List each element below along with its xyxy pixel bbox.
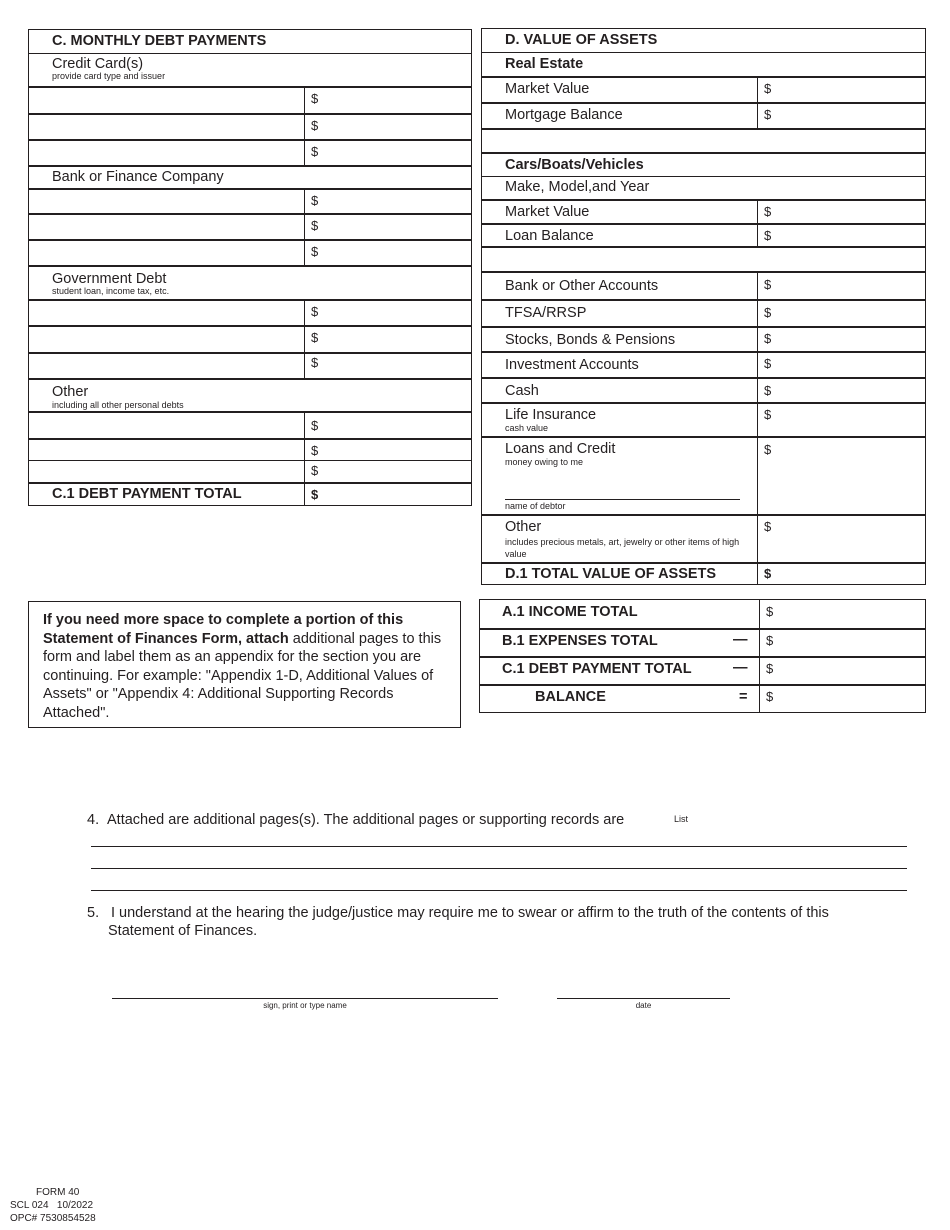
mortgage-balance-row[interactable]: Mortgage Balance $: [482, 102, 925, 128]
bank-accounts-label: Bank or Other Accounts: [505, 278, 659, 294]
expenses-total-row[interactable]: B.1 EXPENSES TOTAL — $: [480, 628, 925, 656]
expenses-minus-sign: —: [733, 632, 748, 648]
total-assets-row[interactable]: D.1 TOTAL VALUE OF ASSETS $: [482, 562, 925, 584]
government-debt-hint: student loan, income tax, etc.: [52, 286, 170, 296]
vehicles-label: Cars/Boats/Vehicles: [505, 157, 644, 173]
footer-form-number: FORM 40: [36, 1187, 80, 1198]
life-insurance-row[interactable]: Life Insurance cash value $: [482, 402, 925, 436]
government-debt-row-2[interactable]: $: [29, 325, 471, 352]
more-space-note-bold: If you need more space to complete a portion of this Statement of Finances Form, attach: [43, 612, 404, 647]
summary-box: [479, 599, 926, 713]
credit-card-row-3[interactable]: $: [29, 139, 471, 165]
item-4-text: Attached are additional pages(s). The additional pages or supporting records are: [107, 812, 625, 828]
debt-total-row[interactable]: C.1 DEBT PAYMENT TOTAL — $: [480, 656, 925, 684]
government-debt-header: [29, 265, 471, 299]
tfsa-rrsp-label: TFSA/RRSP: [505, 305, 587, 321]
other-assets-hint-1: includes precious metals, art, jewelry or other items of high: [505, 537, 740, 547]
investment-accounts-label: Investment Accounts: [505, 357, 639, 373]
income-total-label: A.1 INCOME TOTAL: [502, 604, 638, 620]
bank-finance-row-3[interactable]: $: [29, 239, 471, 265]
tfsa-rrsp-row[interactable]: TFSA/RRSP $: [482, 299, 925, 326]
bank-accounts-row[interactable]: Bank or Other Accounts $: [482, 271, 925, 299]
make-model-label: Make, Model,and Year: [505, 179, 650, 195]
life-insurance-hint: cash value: [505, 423, 549, 433]
government-debt-label: Government Debt: [52, 271, 167, 287]
debt-payment-total-label: C.1 DEBT PAYMENT TOTAL: [52, 486, 242, 502]
income-total-row[interactable]: A.1 INCOME TOTAL $: [480, 600, 925, 628]
item-4-number: 4.: [87, 812, 100, 828]
section-d-title: D. VALUE OF ASSETS: [505, 32, 658, 48]
other-debt-row-2[interactable]: $: [29, 438, 471, 460]
date-hint: date: [635, 1001, 652, 1010]
item-5-text-line-1: I understand at the hearing the judge/justice may require me to swear or affirm to the truth of the contents of this: [111, 905, 829, 921]
life-insurance-label: Life Insurance: [505, 407, 597, 423]
balance-equals-sign: =: [739, 689, 748, 705]
bank-finance-header: [29, 165, 471, 188]
other-debt-header: [29, 378, 471, 411]
more-space-note: [28, 601, 461, 728]
loans-credit-row[interactable]: Loans and Credit money owing to me name of debtor $: [482, 436, 925, 514]
bank-finance-row-2[interactable]: $: [29, 213, 471, 239]
government-debt-row-3[interactable]: $: [29, 352, 471, 378]
footer-opc: OPC# 7530854528: [10, 1213, 96, 1224]
item-4-line-1[interactable]: [91, 846, 907, 847]
other-debt-row-1[interactable]: $: [29, 411, 471, 438]
date-line[interactable]: [557, 998, 730, 999]
item-4-line-3[interactable]: [91, 890, 907, 891]
bank-finance-row-1[interactable]: $: [29, 188, 471, 213]
debt-payment-total-row[interactable]: C.1 DEBT PAYMENT TOTAL $: [29, 482, 471, 505]
market-value-label: Market Value: [505, 81, 590, 97]
debtor-name-hint: name of debtor: [505, 501, 566, 511]
credit-card-row-2[interactable]: $: [29, 113, 471, 139]
more-space-note-text: [43, 611, 446, 722]
mortgage-balance-label: Mortgage Balance: [505, 107, 623, 123]
market-value-row[interactable]: Market Value $: [482, 76, 925, 102]
other-debt-hint: including all other personal debts: [52, 400, 184, 410]
credit-card-row-1[interactable]: $: [29, 86, 471, 113]
debt-minus-sign: —: [733, 660, 748, 676]
vehicles-spacer: [482, 246, 925, 271]
balance-row[interactable]: BALANCE = $: [480, 684, 925, 712]
total-assets-label: D.1 TOTAL VALUE OF ASSETS: [505, 566, 717, 582]
more-space-note-normal: additional pages to this form and label them as an appendix for the section you are continuing. For example: "Appendix 1-D, Additional Values of Assets" or "Appendix 4: Additional Supporting Records Attached".: [43, 630, 442, 721]
other-assets-hint-2: value: [505, 549, 527, 559]
item-4-list-hint: List: [674, 814, 689, 824]
loans-credit-label: Loans and Credit: [505, 441, 616, 457]
real-estate-header: [482, 52, 925, 76]
loan-balance-label: Loan Balance: [505, 228, 594, 244]
item-4-line-2[interactable]: [91, 868, 907, 869]
section-c-title: C. MONTHLY DEBT PAYMENTS: [52, 33, 267, 49]
other-debt-label: Other: [52, 384, 89, 400]
stocks-bonds-label: Stocks, Bonds & Pensions: [505, 332, 676, 348]
government-debt-row-1[interactable]: $: [29, 299, 471, 325]
loans-credit-hint: money owing to me: [505, 457, 584, 467]
cash-row[interactable]: Cash $: [482, 377, 925, 402]
loan-balance-row[interactable]: Loan Balance $: [482, 223, 925, 246]
signature-hint: sign, print or type name: [263, 1001, 347, 1010]
footer-code: SCL 024 10/2022: [10, 1200, 94, 1211]
stocks-bonds-row[interactable]: Stocks, Bonds & Pensions $: [482, 326, 925, 351]
bank-finance-label: Bank or Finance Company: [52, 169, 224, 185]
credit-cards-label: Credit Card(s): [52, 56, 144, 72]
real-estate-spacer: [482, 128, 925, 152]
real-estate-label: Real Estate: [505, 56, 584, 72]
make-model-row[interactable]: [482, 176, 925, 199]
other-assets-row[interactable]: Other includes precious metals, art, jewelry or other items of high value $: [482, 514, 925, 562]
other-assets-label: Other: [505, 519, 542, 535]
cash-label: Cash: [505, 383, 539, 399]
credit-cards-header: [29, 53, 471, 86]
section-d-value-of-assets: [481, 28, 926, 585]
debtor-name-line[interactable]: [505, 499, 740, 500]
item-5-number: 5.: [87, 905, 100, 921]
section-c-monthly-debt-payments: [28, 29, 472, 506]
item-5-text-line-2: Statement of Finances.: [108, 923, 258, 939]
credit-cards-hint: provide card type and issuer: [52, 71, 166, 81]
investment-accounts-row[interactable]: Investment Accounts $: [482, 351, 925, 377]
expenses-total-label: B.1 EXPENSES TOTAL: [502, 633, 658, 649]
vehicles-header: [482, 152, 925, 176]
summary-debt-total-label: C.1 DEBT PAYMENT TOTAL: [502, 661, 692, 677]
signature-line[interactable]: [112, 998, 498, 999]
vehicle-market-value-label: Market Value: [505, 204, 590, 220]
balance-label: BALANCE: [535, 689, 606, 705]
vehicle-market-value-row[interactable]: Market Value $: [482, 199, 925, 223]
other-debt-row-3[interactable]: $: [29, 460, 471, 482]
